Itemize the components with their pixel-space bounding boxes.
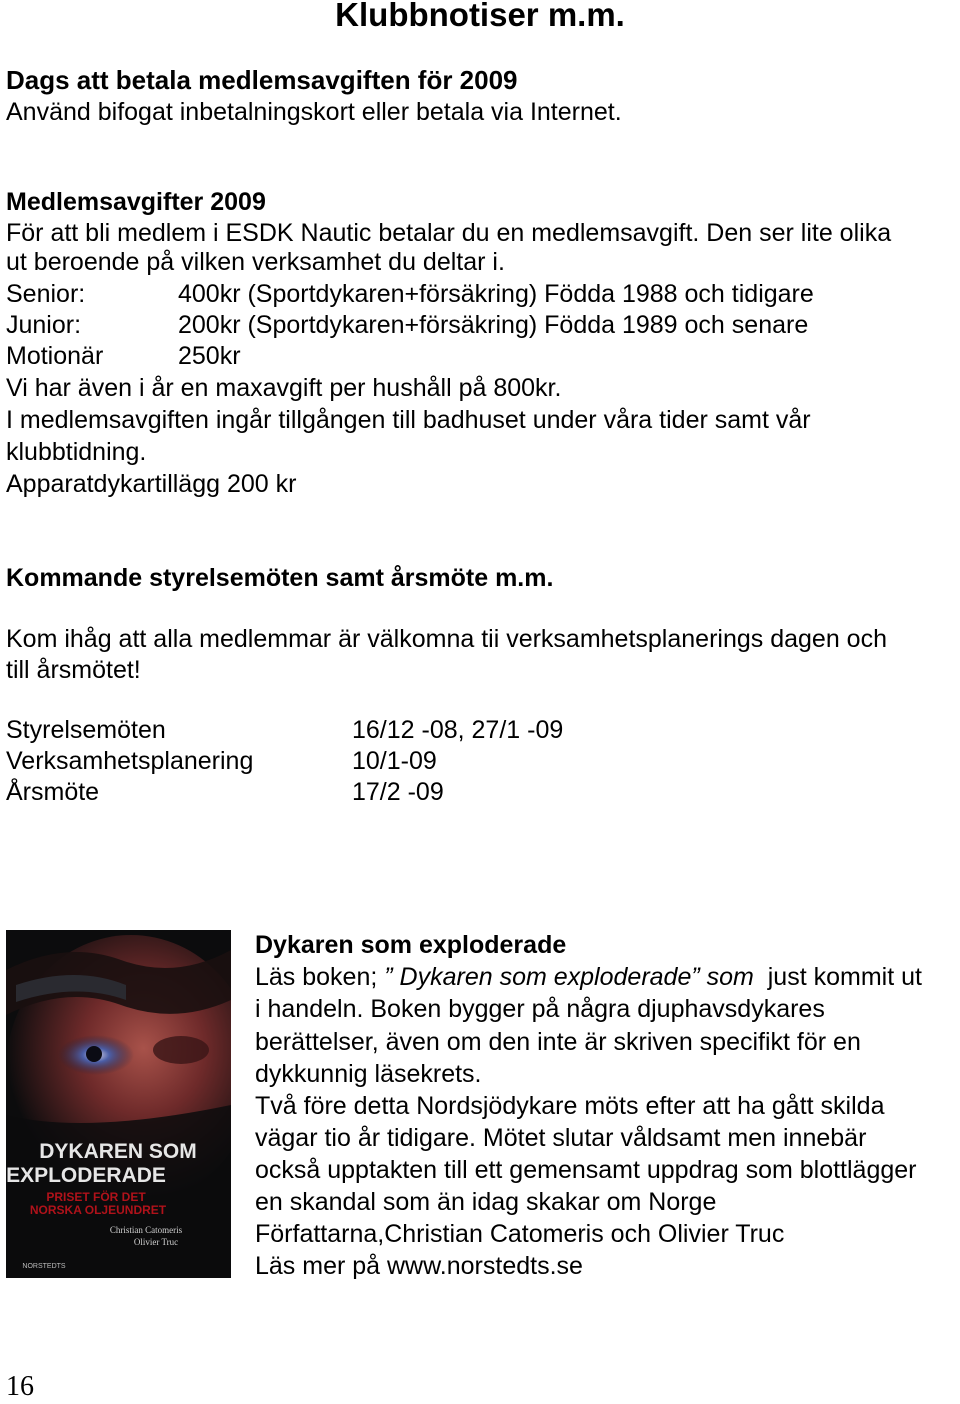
fee-row-junior-category: Junior: — [6, 311, 82, 339]
book-line-7: en skandal som än idag skakar om Norge — [255, 1188, 717, 1216]
fee-row-motionar-category: Motionär — [6, 342, 104, 370]
fees-intro-line1: För att bli medlem i ESDK Nautic betalar du en medlemsavgift. Den ser lite olika — [6, 219, 892, 247]
cover-publisher: NORSTEDTS — [22, 1263, 66, 1270]
book-line-3: dykkunnig läsekrets. — [255, 1060, 482, 1088]
fee-row-senior-category: Senior: — [6, 280, 86, 308]
dues-heading: Dags att betala medlemsavgiften för 2009 — [6, 65, 518, 95]
book-read-prefix: Läs boken; — [255, 963, 385, 991]
meetings-welcome-line2: till årsmötet! — [6, 656, 141, 684]
cover-author2: Olivier Truc — [133, 1237, 179, 1247]
fee-row-senior-detail: 400kr (Sportdykaren+försäkring) Födda 1988 och tidigare — [178, 280, 814, 308]
cover-author1: Christian Catomeris — [109, 1225, 183, 1235]
book-line-2: berättelser, även om den inte är skriven specifikt för en — [255, 1028, 861, 1056]
schedule-label-styrelsemoten: Styrelsemöten — [6, 716, 166, 744]
fees-intro-line2: ut beroende på vilken verksamhet du deltar i. — [6, 248, 505, 276]
dues-text: Använd bifogat inbetalningskort eller betala via Internet. — [6, 98, 622, 126]
book-cover-image — [6, 930, 231, 1278]
meetings-welcome-line1: Kom ihåg att alla medlemmar är välkomna tii verksamhetsplanerings dagen och — [6, 625, 887, 653]
book-read-more-link[interactable]: Läs mer på www.norstedts.se — [255, 1252, 583, 1280]
addon-fee-text: Apparatdykartillägg 200 kr — [6, 470, 297, 498]
schedule-dates-arsmote: 17/2 -09 — [352, 778, 444, 806]
meetings-heading: Kommande styrelsemöten samt årsmöte m.m. — [6, 564, 554, 592]
book-authors-line: Författarna,Christian Catomeris och Olivier Truc — [255, 1220, 785, 1248]
book-line-5: vägar tio år tidigare. Mötet slutar våldsamt men innebär — [255, 1124, 867, 1152]
page-number: 16 — [6, 1371, 34, 1402]
page-title: Klubbnotiser m.m. — [335, 0, 625, 33]
book-read-line — [255, 962, 922, 993]
book-read-suffix: just kommit ut — [753, 963, 922, 991]
schedule-label-arsmote: Årsmöte — [6, 778, 100, 806]
schedule-dates-verksamhetsplanering: 10/1-09 — [352, 747, 437, 775]
book-cover-art — [6, 930, 231, 1278]
schedule-dates-styrelsemoten: 16/12 -08, 27/1 -09 — [352, 716, 564, 744]
fees-heading: Medlemsavgifter 2009 — [6, 188, 266, 216]
book-line-1: i handeln. Boken bygger på några djuphavsdykares — [255, 995, 825, 1023]
cover-title-line1: DYKAREN SOM — [39, 1140, 197, 1163]
max-fee-text: Vi har även i år en maxavgift per hushåll på 800kr. — [6, 374, 562, 402]
book-line-6: också upptakten till ett gemensamt uppdrag som blottlägger — [255, 1156, 917, 1184]
includes-line1: I medlemsavgiften ingår tillgången till badhuset under våra tider samt vår — [6, 406, 811, 434]
cover-subtitle-line1: PRISET FÖR DET — [46, 1190, 146, 1204]
schedule-label-verksamhetsplanering: Verksamhetsplanering — [6, 747, 254, 775]
fee-row-junior-detail: 200kr (Sportdykaren+försäkring) Födda 1989 och senare — [178, 311, 809, 339]
includes-line2: klubbtidning. — [6, 438, 147, 466]
book-read-title: ” Dykaren som exploderade” som — [384, 963, 754, 991]
fee-row-motionar-detail: 250kr — [178, 342, 241, 370]
cover-title-line2: EXPLODERADE — [6, 1164, 166, 1187]
book-line-4: Två före detta Nordsjödykare möts efter att ha gått skilda — [255, 1092, 885, 1120]
book-heading: Dykaren som exploderade — [255, 931, 567, 959]
cover-subtitle-line2: NORSKA OLJEUNDRET — [29, 1203, 167, 1217]
